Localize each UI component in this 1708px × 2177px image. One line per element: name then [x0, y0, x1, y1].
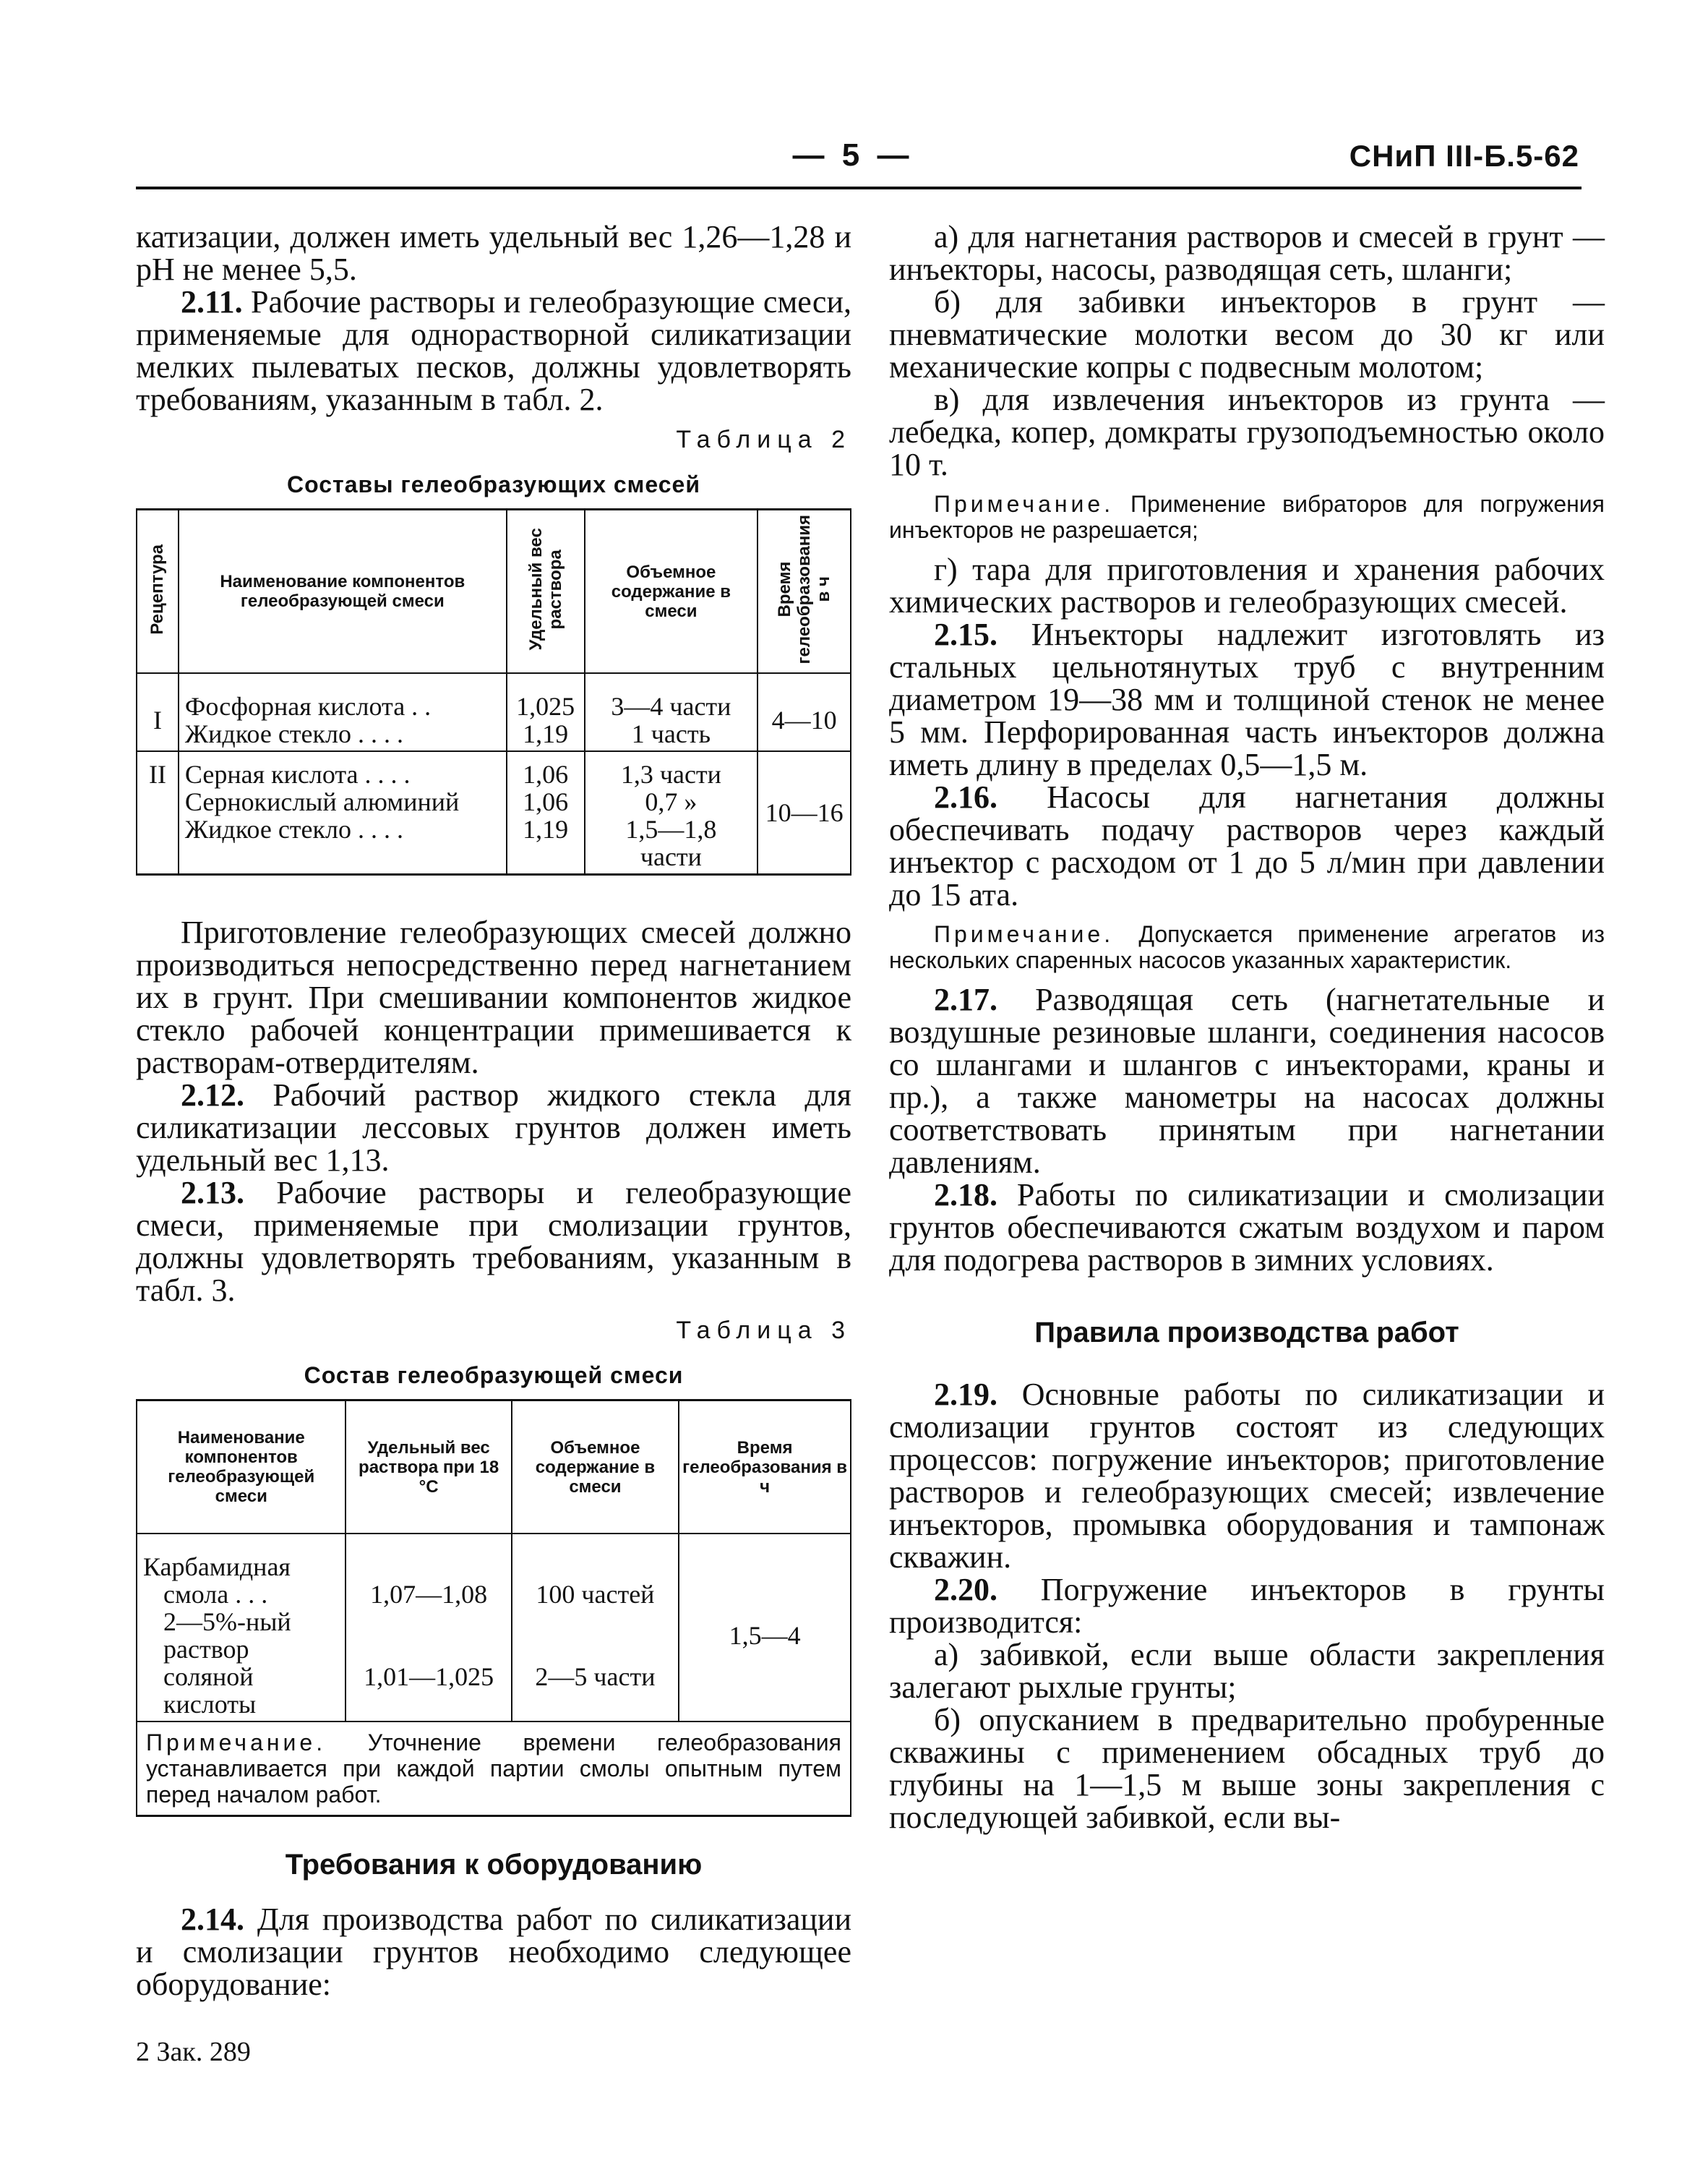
column-header: Рецептура: [137, 510, 179, 674]
paragraph-2-16: [889, 781, 1605, 911]
paragraph-2-13: [136, 1175, 851, 1309]
clause-text: Работы по силикатизации и смолизации грунтов обеспечиваются сжатым воздухом и паром для подогрева растворов в зимних условиях.: [889, 1177, 1605, 1278]
list-item-a: а) для нагнетания растворов и смесей в грунт — инъекторы, насосы, разводящая сеть, шланги;: [889, 219, 1605, 287]
table-2-label: Таблица 2: [676, 426, 851, 453]
table-cell: 4—10: [758, 690, 851, 751]
table-cell: Карбамидная смола . . . 2—5%-ный раствор соляной кислоты: [137, 1550, 346, 1722]
clause-number: 2.11.: [181, 284, 243, 320]
table-row: [137, 690, 851, 751]
paragraph-2-11: [136, 286, 851, 416]
column-header: Наименование компонентов гелеобразующей смеси: [137, 1400, 346, 1534]
clause-text: Погружение инъекторов в грунты производится:: [889, 1572, 1605, 1640]
paragraph: катизации, должен иметь удельный вес 1,26—1,28 и рН не менее 5,5.: [136, 219, 851, 287]
list-item-b: б) опусканием в предварительно пробуренные скважины с применением обсадных труб до глубины на 1—1,5 м выше зоны закрепления с последующей забивкой, если вы-: [889, 1702, 1605, 1835]
paragraph: Приготовление гелеобразующих смесей должно производиться непосредственно перед нагнетанием их в грунт. При смешивании компонентов жидкое стекло рабочей концентрации примешивается к растворам-отвердителям.: [136, 915, 851, 1081]
column-header: Удельный вес раствора при 18 °С: [346, 1400, 511, 1534]
clause-text: Рабочие растворы и гелеобразующие смеси, применяемые для однорастворной силикатизации мелких пылеватых песков, должны удовлетворять требованиям, указанным в табл. 2.: [136, 284, 851, 417]
section-heading-equipment: Требования к оборудованию: [285, 1849, 703, 1881]
table-row: [137, 751, 851, 875]
table-note-row: [137, 1722, 851, 1816]
table-header-row: [137, 1400, 851, 1534]
column-header: Удельный вес раствора: [507, 510, 585, 674]
table-2: [136, 508, 851, 876]
paragraph-2-19: [889, 1378, 1605, 1573]
paragraph-2-18: [889, 1179, 1605, 1276]
left-column: [136, 221, 851, 2001]
clause-text: Инъекторы надлежит изготовлять из стальных цельнотянутых труб с внутренним диаметром 19—38 мм и толщиной стенок не менее 5 мм. Перфорированная часть инъекторов должна иметь длину в пределах 0,5—1,5 м.: [889, 617, 1605, 782]
clause-number: 2.20.: [934, 1572, 997, 1607]
column-header: Наименование компонентов гелеобразующей смеси: [179, 510, 507, 674]
paragraph-2-14: [136, 1903, 851, 2001]
table-cell: 1,06 1,06 1,19: [507, 751, 585, 875]
column-header: Объемное содержание в смеси: [585, 510, 758, 674]
page-number: — 5 —: [792, 137, 914, 173]
clause-text: Основные работы по силикатизации и смолизации грунтов состоят из следующих процессов: погружение инъекторов; приготовление растворов и гелеобразующих смесей; извлечение инъекторов, промывка оборудования и тампонаж скважин.: [889, 1377, 1605, 1575]
paragraph-2-12: [136, 1077, 851, 1179]
list-item-b: б) для забивки инъекторов в грунт — пневматические молотки весом до 30 кг или механические копры с подвесным молотом;: [889, 284, 1605, 385]
table-cell: Серная кислота . . . . Сернокислый алюминий Жидкое стекло . . . .: [179, 751, 507, 875]
clause-number: 2.17.: [934, 982, 997, 1017]
column-header: Время гелеобразования в ч: [679, 1400, 851, 1534]
table-header-row: [137, 510, 851, 674]
table-3-label: Таблица 3: [676, 1317, 851, 1345]
table-cell: I: [137, 690, 179, 751]
table-2-title: Составы гелеобразующих смесей: [287, 471, 700, 497]
note: Примечание. Применение вибраторов для погружения инъекторов не разрешается;: [889, 491, 1605, 543]
clause-text: Рабочий раствор жидкого стекла для силикатизации лессовых грунтов должен иметь удельный вес 1,13.: [136, 1077, 851, 1179]
table-cell: 3—4 части 1 часть: [585, 690, 758, 751]
table-cell: 10—16: [758, 751, 851, 875]
paragraph-2-15: [889, 618, 1605, 781]
clause-text: Для производства работ по силикатизации и смолизации грунтов необходимо следующее оборудование:: [136, 1902, 851, 2003]
clause-number: 2.16.: [934, 779, 997, 815]
note: Примечание. Допускается применение агрегатов из нескольких спаренных насосов указанных характеристик.: [889, 921, 1605, 973]
clause-number: 2.18.: [934, 1177, 997, 1212]
clause-number: 2.12.: [181, 1077, 244, 1113]
right-column: [889, 221, 1605, 1834]
table-cell: 1,3 части 0,7 » 1,5—1,8 части: [585, 751, 758, 875]
table-cell: 100 частей 2—5 части: [512, 1550, 679, 1722]
clause-number: 2.13.: [181, 1175, 244, 1211]
table-cell: II: [137, 751, 179, 875]
document-code: СНиП III-Б.5-62: [1349, 139, 1579, 173]
column-header: Объемное содержание в смеси: [512, 1400, 679, 1534]
table-note: Примечание. Уточнение времени гелеобразования устанавливается при каждой партии смолы опытным путем перед началом работ.: [137, 1722, 851, 1816]
table-row: [137, 1550, 851, 1722]
list-item-a: а) забивкой, если выше области закрепления залегают рыхлые грунты;: [889, 1637, 1605, 1705]
clause-number: 2.15.: [934, 617, 997, 652]
clause-text: Разводящая сеть (нагнетательные и воздушные резиновые шланги, соединения насосов со шлангами и шлангов с инъекторами, краны и пр.), а также манометры на насосах должны соответствовать принятым при нагнетании давлениям.: [889, 982, 1605, 1180]
column-header: Время гелеобразования в ч: [758, 510, 851, 674]
clause-text: Рабочие растворы и гелеобразующие смеси, применяемые при смолизации грунтов, должны удовлетворять требованиям, указанным в табл. 3.: [136, 1175, 851, 1309]
table-cell: 1,07—1,08 1,01—1,025: [346, 1550, 511, 1722]
table-cell: Фосфорная кислота . . Жидкое стекло . . . .: [179, 690, 507, 751]
table-3: [136, 1399, 851, 1817]
table-cell: 1,5—4: [679, 1550, 851, 1722]
footer-note: 2 Зак. 289: [136, 2037, 251, 2067]
clause-text: Насосы для нагнетания должны обеспечивать подачу растворов через каждый инъектор с расходом от 1 до 5 л/мин при давлении до 15 ата.: [889, 779, 1605, 912]
table-3-title: Состав гелеобразующей смеси: [304, 1362, 684, 1389]
paragraph-2-20: [889, 1573, 1605, 1638]
header-rule: [136, 187, 1582, 189]
paragraph-2-17: [889, 983, 1605, 1179]
list-item-g: г) тара для приготовления и хранения рабочих химических растворов и гелеобразующих смесей.: [889, 552, 1605, 620]
section-heading-rules: Правила производства работ: [1034, 1317, 1459, 1348]
table-cell: 1,025 1,19: [507, 690, 585, 751]
clause-number: 2.19.: [934, 1377, 997, 1412]
list-item-v: в) для извлечения инъекторов из грунта — лебедка, копер, домкраты грузоподъемностью около 10 т.: [889, 382, 1605, 482]
clause-number: 2.14.: [181, 1902, 244, 1938]
